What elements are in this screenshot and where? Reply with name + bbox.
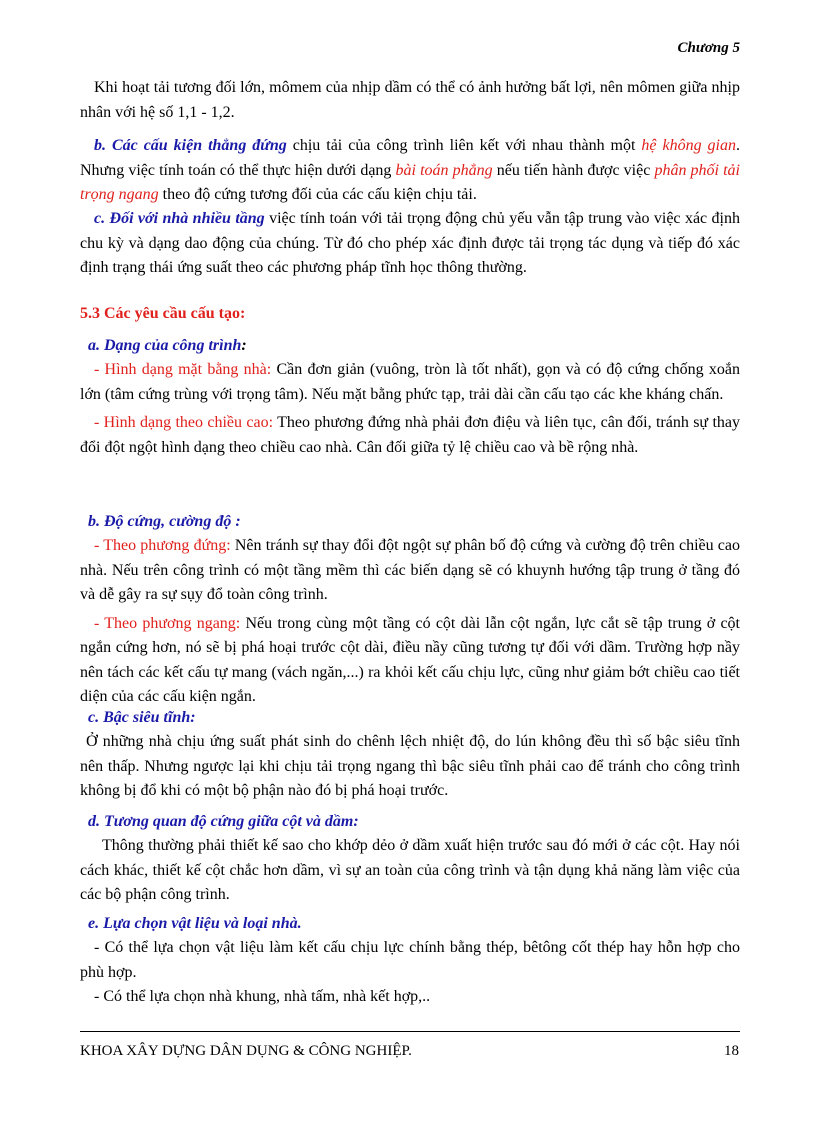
item-a2-label: - Hình dạng theo chiều cao: [94, 414, 274, 431]
subsection-e [80, 912, 740, 1010]
term-he-khong-gian: hệ không gian [641, 137, 737, 154]
page-number: 18 [724, 1043, 739, 1059]
subsection-c-title: c. Bậc siêu tĩnh: [88, 709, 196, 726]
text-b-4: theo độ cứng tương đối của các cấu kiện chịu tải. [158, 186, 477, 203]
item-b1-label: - Theo phương đứng: [94, 537, 231, 554]
item-e1: - Có thể lựa chọn vật liệu làm kết cấu chịu lực chính bằng thép, bêtông cốt thép hay hỗn hợp cho phù hợp. [80, 939, 740, 981]
term-bai-toan-phang: bài toán phẳng [395, 161, 493, 179]
text-c: việc tính toán với tải trọng động chủ yếu vẫn tập trung vào việc xác định chu kỳ và dạng dao động của chúng. Từ đó cho phép xác định được tải trọng tác dụng và tiếp đó xác định trạng thái ứng suất theo các phương pháp tĩnh học thông thường. [80, 210, 741, 276]
subsection-d [80, 810, 740, 908]
subsection-d-text: Thông thường phải thiết kế sao cho khớp dẻo ở dầm xuất hiện trước sau đó mới ở các cột. Hay nói cách khác, thiết kế cột chắc hơn dầm, vì sự an toàn của công trình và tận dụng khả năng làm việc của các bộ phận công trình. [80, 837, 740, 903]
item-e2: - Có thể lựa chọn nhà khung, nhà tấm, nhà kết hợp,.. [94, 988, 431, 1005]
subsection-a [80, 334, 740, 460]
intro-text: Khi hoạt tải tương đối lớn, mômem của nhịp dầm có thể có ảnh hưởng bất lợi, nên mômen giữa nhịp nhân với hệ số 1,1 - 1,2. [80, 79, 740, 121]
paragraph-c [80, 207, 740, 281]
paragraph-b [80, 134, 740, 208]
subsection-a-colon: : [241, 337, 247, 354]
subsection-d-title: d. Tương quan độ cứng giữa cột và dầm: [88, 813, 359, 830]
text-b-2: . Nhưng việc tính toán có thể thực hiện dưới dạng [80, 137, 741, 179]
subsection-b-title: b. Độ cứng, cường độ : [88, 513, 241, 530]
text-b-3: nếu tiến hành được việc [492, 161, 655, 179]
item-b2-label: - Theo phương ngang: [94, 614, 241, 632]
footer-divider [80, 1031, 740, 1032]
item-b2-text: Nếu trong cùng một tầng có cột dài lẫn cột ngắn, lực cắt sẽ tập trung ở cột ngắn cứng hơn, nó sẽ bị phá hoại trước cột dài, điều nầy cũng tương tự đối với dầm. Trường hợp nầy nên tách các kết cấu tự mang (vách ngăn,...) ra khỏi kết cấu chịu lực, cũng như giảm bớt chiều cao tiết diện của các cấu kiện ngắn. [80, 614, 741, 705]
subsection-c-text: Ở những nhà chịu ứng suất phát sinh do chênh lệch nhiệt độ, do lún không đều thì số bậc siêu tĩnh nên thấp. Nhưng ngược lại khi chịu tải trọng ngang thì bậc siêu tĩnh phải cao để tránh cho công trình không bị đổ khi có một bộ phận nào đó bị phá hoại trước. [80, 733, 740, 799]
chapter-header: Chương 5 [677, 40, 740, 56]
section-heading [80, 302, 740, 327]
section-title: 5.3 Các yêu cầu cấu tạo: [80, 305, 246, 322]
item-b1-text: Nên tránh sự thay đổi đột ngột sự phân bố độ cứng và cường độ trên chiều cao nhà. Nếu trên công trình có một tầng mềm thì các biến dạng sẽ có khuynh hướng tập trung ở tầng đó và dễ gây ra sự sụy đổ toàn công trình. [80, 537, 740, 603]
text-b-1: chịu tải của công trình liên kết với nhau thành một [286, 137, 642, 154]
item-a1-text: Cần đơn giản (vuông, tròn là tốt nhất), gọn và có độ cứng chống xoắn lớn (tâm cứng trùng với trọng tâm). Nếu mặt bằng phức tạp, trải dài cần cấu tạo các khe kháng chấn. [80, 361, 741, 403]
intro-paragraph [80, 76, 740, 125]
subsection-b [80, 510, 740, 710]
subsection-c [80, 706, 740, 804]
lead-c: c. Đối với nhà nhiều tầng [94, 210, 265, 227]
item-a1-label: - Hình dạng mặt bằng nhà: [94, 361, 272, 378]
subsection-a-title: a. Dạng của công trình [88, 337, 242, 354]
subsection-e-title: e. Lựa chọn vật liệu và loại nhà. [88, 915, 302, 932]
footer-faculty: KHOA XÂY DỰNG DÂN DỤNG & CÔNG NGHIỆP. [80, 1043, 412, 1059]
lead-b: b. Các cấu kiện thẳng đứng [94, 137, 287, 154]
term-phan-phoi: phân phối tải trọng ngang [80, 161, 741, 203]
item-a2-text: Theo phương đứng nhà phải đơn điệu và liên tục, cân đối, tránh sự thay đổi đột ngột hình dạng theo chiều cao nhà. Cân đối giữa tỷ lệ chiều cao và bề rộng nhà. [80, 414, 741, 456]
